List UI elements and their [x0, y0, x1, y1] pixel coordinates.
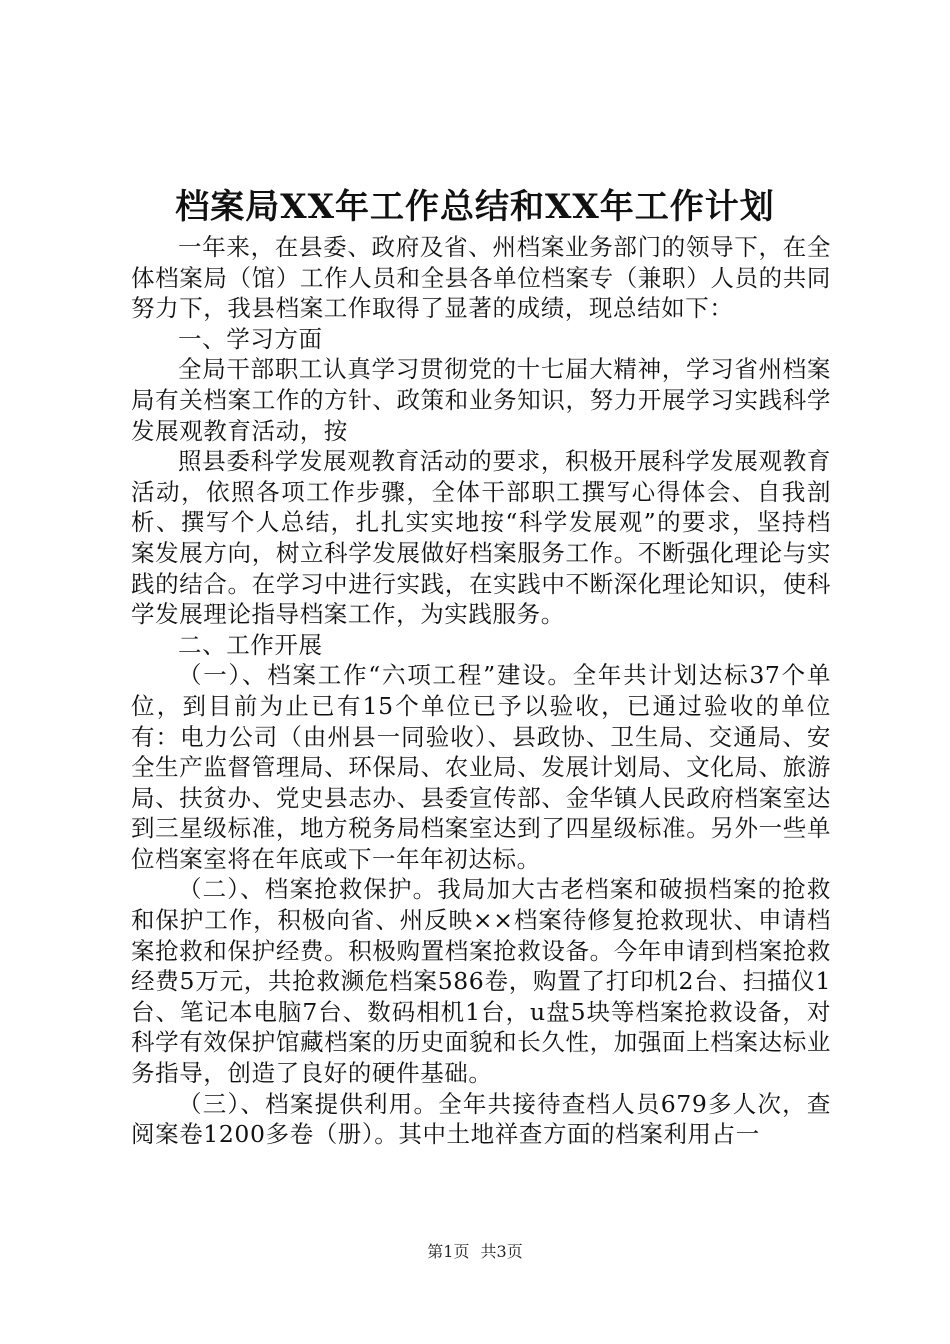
page-number: 第1页 — [427, 1242, 470, 1261]
paragraph-study-1: 全局干部职工认真学习贯彻党的十七届大精神，学习省州档案局有关档案工作的方针、政策和业务知识，努力开展学习实践科学发展观教育活动，按 — [131, 355, 831, 445]
paragraph-work-2: （二）、档案抢救保护。我局加大古老档案和破损档案的抢救和保护工作，积极向省、州反映××档案待修复抢救现状、申请档案抢救和保护经费。积极购置档案抢救设备。今年申请到档案抢救经费5万元，共抢救濒危档案586卷，购置了打印机2台、扫描仪1台、笔记本电脑7台、数码相机1台，u盘5块等档案抢救设备，对科学有效保护馆藏档案的历史面貌和长久性，加强面上档案达标业务指导，创造了良好的硬件基础。 — [131, 875, 831, 1088]
paragraph-intro: 一年来，在县委、政府及省、州档案业务部门的领导下，在全体档案局（馆）工作人员和全县各单位档案专（兼职）人员的共同努力下，我县档案工作取得了显著的成绩，现总结如下： — [131, 233, 831, 323]
document-title: 档案局XX年工作总结和XX年工作计划 — [175, 187, 775, 227]
page-footer — [0, 1241, 950, 1263]
document-body — [131, 232, 831, 1150]
paragraph-work-1: （一）、档案工作“六项工程”建设。全年共计划达标37个单位，到目前为止已有15个单位已予以验收，已通过验收的单位有：电力公司（由州县一同验收）、县政协、卫生局、交通局、安全生产监督管理局、环保局、农业局、发展计划局、文化局、旅游局、扶贫办、党史县志办、县委宣传部、金华镇人民政府档案室达到三星级标准，地方税务局档案室达到了四星级标准。另外一些单位档案室将在年底或下一年年初达标。 — [131, 661, 831, 873]
section-heading-work: 二、工作开展 — [178, 630, 323, 659]
page-total: 共3页 — [480, 1242, 523, 1261]
paragraph-study-2: 照县委科学发展观教育活动的要求，积极开展科学发展观教育活动，依照各项工作步骤，全体干部职工撰写心得体会、自我剖析、撰写个人总结，扎扎实实地按“科学发展观”的要求，坚持档案发展方向，树立科学发展做好档案服务工作。不断强化理论与实践的结合。在学习中进行实践，在实践中不断深化理论知识，使科学发展理论指导档案工作，为实践服务。 — [131, 447, 831, 629]
paragraph-work-3: （三）、档案提供利用。全年共接待查档人员679多人次，查阅案卷1200多卷（册）。其中土地祥查方面的档案利用占一 — [131, 1089, 831, 1149]
section-heading-study: 一、学习方面 — [178, 324, 323, 353]
